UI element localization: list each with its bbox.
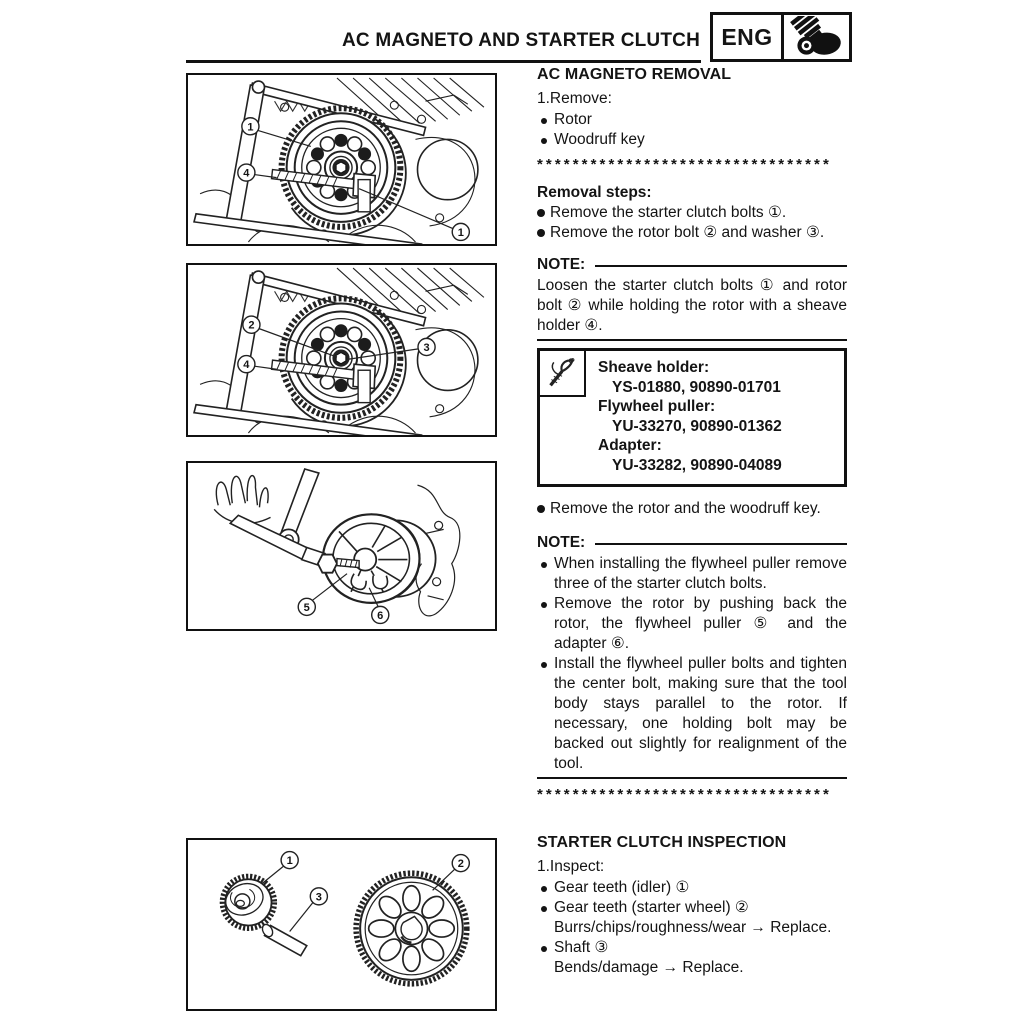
fig2-callout-2: 2 bbox=[248, 319, 255, 332]
removal-step: Remove the starter clutch bolts ①. bbox=[537, 203, 847, 223]
fig1-callout-1b: 1 bbox=[457, 226, 464, 239]
note-end-rule bbox=[537, 777, 847, 779]
tool-label: Flywheel puller: bbox=[598, 398, 716, 415]
inspect-result: Bends/damage → Replace. bbox=[554, 959, 744, 976]
note-block-2 bbox=[537, 533, 847, 779]
figure-magneto-sheave-holder-1 bbox=[186, 73, 497, 246]
tool-number: YU-33270, 90890-01362 bbox=[612, 417, 782, 435]
eng-label: ENG bbox=[721, 23, 773, 50]
special-tools-box bbox=[537, 348, 847, 487]
page-title: AC MAGNETO AND STARTER CLUTCH bbox=[342, 30, 700, 51]
note-bullet: When installing the flywheel puller remove three of the starter clutch bolts. bbox=[537, 554, 847, 594]
figure-starter-clutch-gears bbox=[186, 838, 497, 1011]
asterisk-separator: ********************************* bbox=[537, 786, 832, 803]
tool-number: YS-01880, 90890-01701 bbox=[612, 378, 781, 396]
removal-step: Remove the rotor bolt ② and washer ③. bbox=[537, 223, 847, 243]
procedure-column bbox=[537, 65, 847, 808]
fig4-callout-2: 2 bbox=[457, 858, 464, 871]
tool-row bbox=[598, 358, 840, 397]
note-rule bbox=[595, 543, 847, 545]
removal-step: Remove the rotor and the woodruff key. bbox=[537, 499, 847, 519]
fig4-callout-3: 3 bbox=[315, 891, 322, 904]
engine-icon bbox=[781, 15, 849, 59]
note-bullet: Install the flywheel puller bolts and tighten the center bolt, making sure that the tool body stays parallel to the rotor. If necessary, one holding bolt may be backed out slightly for realignment of the tool. bbox=[537, 654, 847, 774]
tool-row bbox=[598, 436, 840, 475]
fig2-callout-3: 3 bbox=[423, 341, 430, 355]
step-label: 1.Inspect: bbox=[537, 858, 605, 875]
note-label: NOTE: bbox=[537, 534, 586, 551]
note-block-1 bbox=[537, 255, 847, 341]
tool-label: Sheave holder: bbox=[598, 359, 710, 376]
note-end-rule bbox=[537, 339, 847, 341]
list-item: Rotor bbox=[537, 110, 847, 130]
tool-row bbox=[598, 397, 840, 436]
section-heading-inspection: STARTER CLUTCH INSPECTION bbox=[537, 834, 787, 851]
tool-number: YU-33282, 90890-04089 bbox=[612, 456, 782, 474]
inspect-result: Burrs/chips/roughness/wear → Replace. bbox=[554, 919, 832, 936]
fig2-callout-4: 4 bbox=[243, 359, 250, 372]
fig3-callout-5: 5 bbox=[303, 601, 310, 614]
inspect-item: Gear teeth (idler) ① bbox=[537, 878, 847, 898]
section-badge bbox=[710, 12, 852, 62]
figure-magneto-sheave-holder-2 bbox=[186, 263, 497, 437]
fig3-callout-6: 6 bbox=[377, 609, 384, 622]
list-item: Woodruff key bbox=[537, 130, 847, 150]
inspect-item: Gear teeth (starter wheel) ② bbox=[537, 898, 847, 918]
fig1-callout-1: 1 bbox=[247, 121, 254, 134]
sheave-holder-tool-icon bbox=[540, 351, 586, 397]
tool-label: Adapter: bbox=[598, 437, 662, 454]
asterisk-separator: ********************************* bbox=[537, 156, 832, 173]
note-text: Loosen the starter clutch bolts ① and rotor bolt ② while holding the rotor with a sheave holder ④. bbox=[537, 277, 847, 334]
note-label: NOTE: bbox=[537, 256, 586, 273]
note-rule bbox=[595, 265, 847, 267]
section-heading-removal: AC MAGNETO REMOVAL bbox=[537, 66, 732, 83]
fig1-callout-4: 4 bbox=[243, 167, 250, 180]
title-underline bbox=[186, 60, 701, 63]
figure-flywheel-puller bbox=[186, 461, 497, 631]
step-label: 1.Remove: bbox=[537, 90, 612, 107]
note-bullet: Remove the rotor by pushing back the rotor, the flywheel puller ⑤ and the adapter ⑥. bbox=[537, 594, 847, 654]
removal-steps-heading: Removal steps: bbox=[537, 184, 652, 201]
inspection-column bbox=[537, 833, 847, 978]
inspect-item: Shaft ③ bbox=[537, 938, 847, 958]
fig4-callout-1: 1 bbox=[286, 855, 293, 868]
